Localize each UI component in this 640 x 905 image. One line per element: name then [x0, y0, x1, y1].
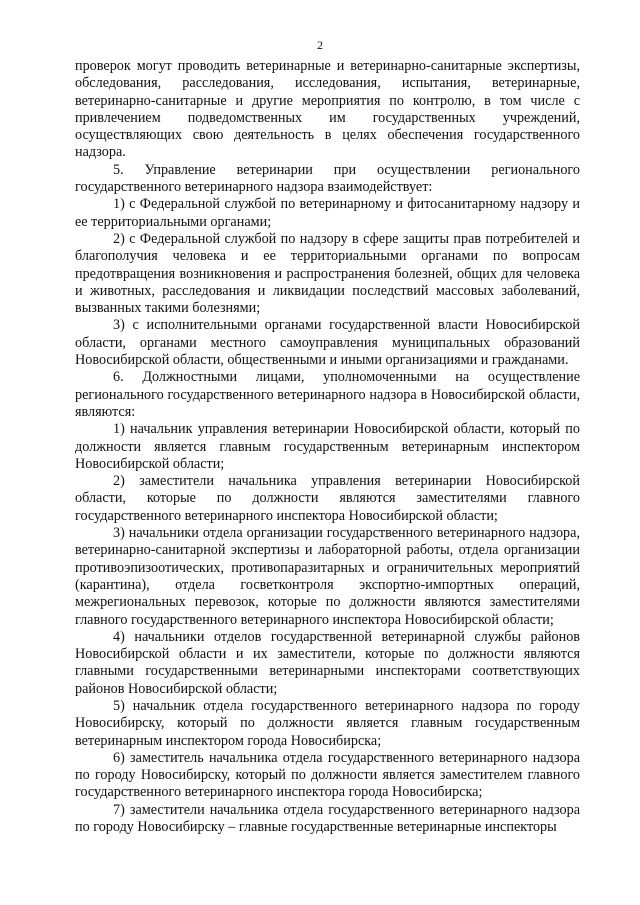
paragraph-6-item-3: 3) начальники отдела организации государственного ветеринарного надзора, ветеринарно-санитарной экспертизы и лабораторной работы, отдела организации противоэпизоотических, противопаразитарных и ограничительных мероприятий (карантина), отдела госветконтроля экспортно-импортных операций, межрегиональных перевозок, которые по должности являются заместителями главного государственного ветеринарного инспектора Новосибирской области;	[75, 525, 580, 628]
paragraph-6-item-6: 6) заместитель начальника отдела государственного ветеринарного надзора по городу Новосибирску, который по должности является заместителем главного государственного ветеринарного инспектора города Новосибирска;	[75, 749, 580, 801]
paragraph-continuation: проверок могут проводить ветеринарные и ветеринарно-санитарные экспертизы, обследования, расследования, исследования, испытания, ветеринарные, ветеринарно-санитарные и другие мероприятия по контролю, в том числе с привлечением подведомственных им государственных учреждений, осуществляющих свою деятельность в целях обеспечения государственного надзора.	[75, 58, 580, 161]
paragraph-6-item-1: 1) начальник управления ветеринарии Новосибирской области, который по должности является главным государственным ветеринарным инспектором Новосибирской области;	[75, 421, 580, 472]
paragraph-6-item-5: 5) начальник отдела государственного ветеринарного надзора по городу Новосибирску, который по должности является главным государственным ветеринарным инспектором города Новосибирска;	[75, 697, 580, 749]
document-body	[75, 58, 580, 836]
paragraph-section-5: 5. Управление ветеринарии при осуществлении регионального государственного ветеринарного надзора взаимодействует:	[75, 161, 580, 196]
paragraph-5-item-1: 1) с Федеральной службой по ветеринарному и фитосанитарному надзору и ее территориальными органами;	[75, 196, 580, 230]
page-number: 2	[317, 38, 323, 52]
paragraph-6-item-4: 4) начальники отделов государственной ветеринарной службы районов Новосибирской области и их заместители, которые по должности являются главными государственными ветеринарными инспекторами соответствующих районов Новосибирской области;	[75, 628, 580, 697]
paragraph-5-item-3: 3) с исполнительными органами государственной власти Новосибирской области, органами местного самоуправления муниципальных образований Новосибирской области, общественными и иными организациями и гражданами.	[75, 317, 580, 369]
paragraph-5-item-2: 2) с Федеральной службой по надзору в сфере защиты прав потребителей и благополучия человека и ее территориальными органами по вопросам предотвращения возникновения и распространения болезней, общих для человека и животных, расследования и ликвидации последствий массовых заболеваний, вызванных такими болезнями;	[75, 230, 580, 317]
paragraph-section-6: 6. Должностными лицами, уполномоченными на осуществление регионального государственного ветеринарного надзора в Новосибирской области, являются:	[75, 369, 580, 420]
paragraph-6-item-2: 2) заместители начальника управления ветеринарии Новосибирской области, которые по должности являются заместителями главного государственного ветеринарного инспектора Новосибирской области;	[75, 473, 580, 524]
paragraph-6-item-7: 7) заместители начальника отдела государственного ветеринарного надзора по городу Новосибирску – главные государственные ветеринарные инспекторы	[75, 801, 580, 836]
